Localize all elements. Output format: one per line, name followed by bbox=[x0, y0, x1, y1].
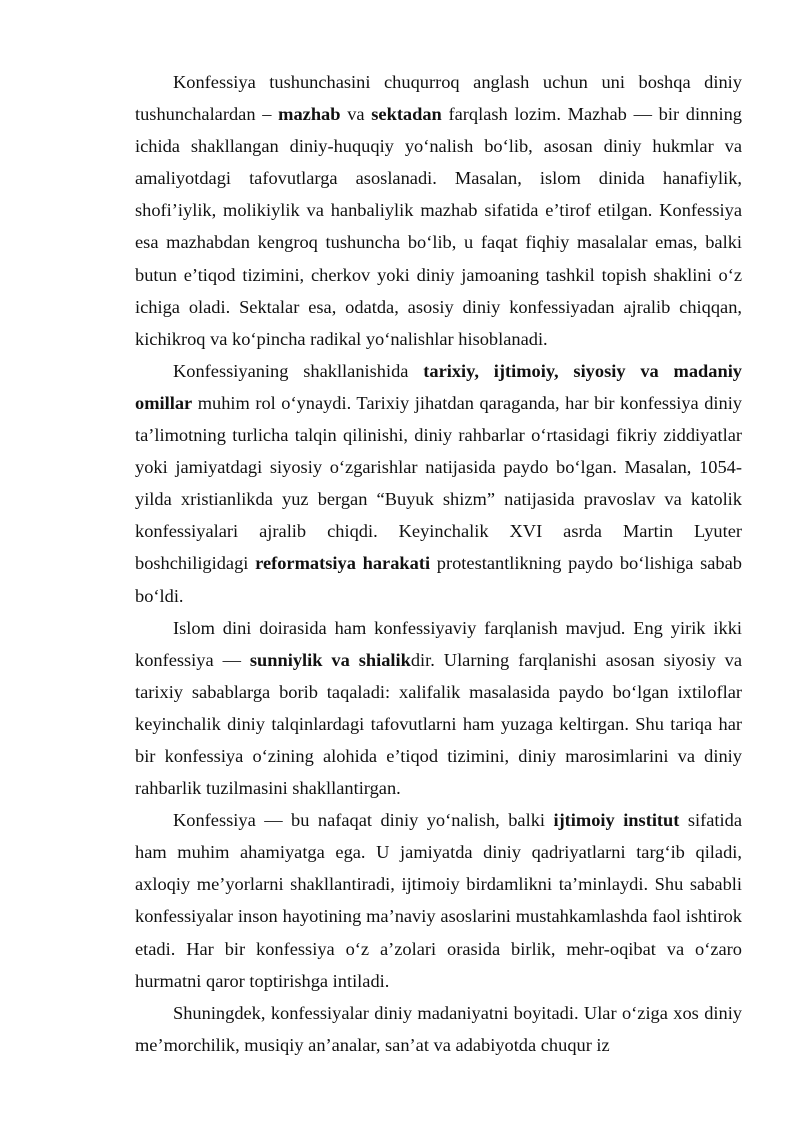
bold-term: sektadan bbox=[371, 104, 442, 125]
text-run: dir. Ularning farqlanishi asosan siyosiy va tarixiy sabablarga borib taqaladi: xalifalik masalasida paydo bo‘lgan ixtiloflar keyinchalik diniy talqinlardagi tafovutlarni ham yuzaga keltirgan. Shu tariqa har bir konfessiya o‘zining alohida e’tiqod tizimini, diniy marosimlarini va diniy rahbarlik tuzilmasini shakllantirgan. bbox=[135, 649, 742, 799]
text-run: Konfessiya — bu nafaqat diniy yo‘nalish, balki bbox=[173, 810, 554, 831]
bold-term: mazhab bbox=[278, 104, 341, 125]
bold-term: tarixiy, ijtimoiy, siyosiy va madaniy omillar bbox=[135, 360, 742, 413]
text-run: sifatida ham muhim ahamiyatga ega. U jamiyatda diniy qadriyatlarni targ‘ib qiladi, axloqiy me’yorlarni shakllantiradi, ijtimoiy birdamlikni ta’minlaydi. Shu sababli konfessiyalar inson hayotining ma’naviy asoslarini mustahkamlashda faol ishtirok etadi. Har bir konfessiya o‘z a’zolari orasida birlik, mehr-oqibat va o‘zaro hurmatni qaror toptirishga intiladi. bbox=[135, 810, 742, 991]
paragraph-1 bbox=[135, 66, 742, 355]
bold-term: sunniylik va shialik bbox=[249, 649, 411, 670]
paragraph-4 bbox=[135, 804, 742, 997]
text-run: protestantlikning paydo bo‘lishiga sabab bo‘ldi. bbox=[135, 553, 742, 606]
text-run: Shuningdek, konfessiyalar diniy madaniyatni boyitadi. Ular o‘ziga xos diniy me’morchilik, musiqiy an’analar, san’at va adabiyotda chuqur iz bbox=[135, 1002, 742, 1055]
text-run: Konfessiya tushunchasini chuqurroq anglash uchun uni boshqa diniy tushunchalardan – bbox=[135, 72, 742, 125]
paragraph-2 bbox=[135, 355, 742, 612]
text-body bbox=[135, 66, 742, 1061]
paragraph-3 bbox=[135, 612, 742, 805]
text-run: Islom dini doirasida ham konfessiyaviy farqlanish mavjud. Eng yirik ikki konfessiya — bbox=[135, 617, 742, 670]
text-run: va bbox=[340, 104, 372, 125]
paragraph-5 bbox=[135, 997, 742, 1061]
text-run: muhim rol o‘ynaydi. Tarixiy jihatdan qaraganda, har bir konfessiya diniy ta’limotning turlicha talqin qilinishi, diniy rahbarlar o‘rtasidagi fikriy ziddiyatlar yoki jamiyatdagi siyosiy o‘zgarishlar natijasida paydo bo‘lgan. Masalan, 1054-yilda xristianlikda yuz bergan “Buyuk shizm” natijasida pravoslav va katolik konfessiyalari ajralib chiqdi. Keyinchalik XVI asrda Martin Lyuter boshchiligidagi bbox=[135, 392, 742, 574]
text-run: farqlash lozim. Mazhab — bir dinning ichida shakllangan diniy-huquqiy yo‘nalish bo‘lib, asosan diniy hukmlar va amaliyotdagi tafovutlarga asoslanadi. Masalan, islom dinida hanafiylik, shofi’iylik, molikiylik va hanbaliylik mazhab sifatida e’tirof etilgan. Konfessiya esa mazhabdan kengroq tushuncha bo‘lib, u faqat fiqhiy masalalar emas, balki butun e’tiqod tizimini, cherkov yoki diniy jamoaning tashkil topish shaklini o‘z ichiga oladi. Sektalar esa, odatda, asosiy diniy konfessiyadan ajralib chiqqan, kichikroq va ko‘pincha radikal yo‘nalishlar hisoblanadi. bbox=[135, 104, 742, 349]
bold-term: reformatsiya harakati bbox=[255, 553, 431, 574]
bold-term: ijtimoiy institut bbox=[553, 810, 680, 831]
text-run: Konfessiyaning shakllanishida bbox=[173, 360, 424, 381]
